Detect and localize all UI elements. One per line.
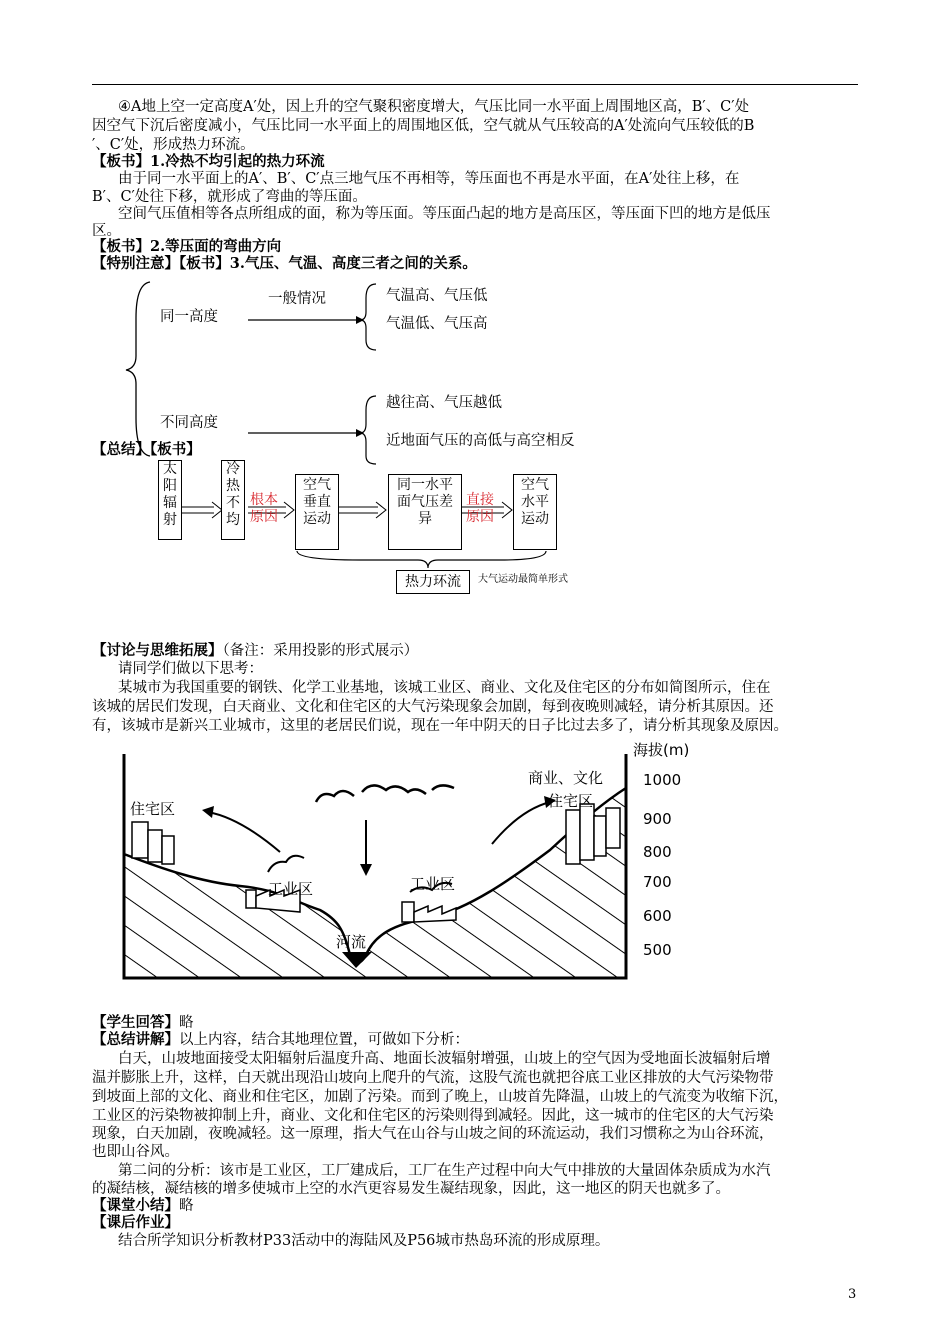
para-line: 该城的居民们发现，白天商业、文化和住宅区的大气污染现象会加剧，每到夜晚则减轻，请分析其原因。还: [92, 699, 774, 715]
discussion-heading: [92, 642, 418, 660]
clouds: [316, 785, 454, 802]
altitude-tick: 1000: [643, 771, 682, 789]
direct-cause-label: 直接 原因: [466, 492, 494, 525]
para-line: ④A地上空一定高度A′处，因上升的空气聚积密度增大，气压比同一水平面上周围地区高，B′、C′处: [118, 99, 750, 115]
altitude-tick: 800: [643, 843, 672, 861]
relation-item: 气温低、气压高: [386, 316, 488, 332]
root-cause-label: 根本 原因: [250, 492, 278, 525]
para-line: 有，该城市是新兴工业城市，这里的老居民们说，现在一年中阴天的日子比过去多了，请分析其现象及原因。: [92, 718, 788, 734]
student-answer: [92, 1014, 194, 1032]
para-line: 白天，山坡地面接受太阳辐射后温度升高、地面长波辐射增强，山坡上的空气因为受地面长波辐射后增: [118, 1051, 771, 1067]
flow-box-horizontal: 空气 水平 运动: [513, 474, 557, 550]
class-summary-head: 【课堂小结】: [92, 1197, 179, 1214]
left-up-arrow: [208, 812, 280, 852]
discussion-note: （备注：采用投影的形式展示）: [222, 643, 419, 659]
residential-left-label: 住宅区: [130, 800, 176, 818]
homework-head: 【课后作业】: [92, 1214, 179, 1231]
homework-text: 结合所学知识分析教材P33活动中的海陆风及P56城市热岛环流的形成原理。: [118, 1233, 610, 1249]
explain-head: 【总结讲解】: [92, 1031, 179, 1048]
board-heading-3: 【特别注意】【板书】3.气压、气温、高度三者之间的关系。: [92, 255, 477, 272]
para-line: 温并膨胀上升，这样，白天就出现沿山坡向上爬升的气流，这股气流也就把谷底工业区排放的大气污染物带: [92, 1070, 774, 1086]
general-case-label: 一般情况: [268, 291, 326, 307]
river-label: 河流: [336, 933, 367, 951]
flow-box-uneven: 冷 热 不 均: [221, 460, 245, 540]
flow-box-pressure: 同一水平 面气压差 异: [388, 474, 462, 550]
left-smoke: [268, 856, 304, 872]
explain: [92, 1031, 469, 1049]
para-line: 到坡面上部的文化、商业和住宅区，加剧了污染。而到了晚上，山坡首先降温，山坡上的气流变为收缩下沉，: [92, 1089, 788, 1105]
left-up-arrow-head: [202, 806, 214, 818]
down-arrow-head: [360, 864, 372, 876]
board-heading-1: 【板书】1.冷热不均引起的热力环流: [92, 153, 325, 170]
para-line: 由于同一水平面上的A′、B′、C′点三地气压不再相等，等压面也不再是水平面，在A′处往上移，在: [118, 171, 740, 187]
para-line: 区。: [92, 223, 121, 239]
commercial-label-2: 住宅区: [548, 792, 594, 810]
same-height-label: 同一高度: [160, 309, 218, 325]
para-line: 第二问的分析：该市是工业区，工厂建成后，工厂在生产过程中向大气中排放的大量固体杂质成为水汽: [118, 1163, 771, 1179]
left-buildings: [132, 822, 174, 864]
diff-height-label: 不同高度: [160, 415, 218, 431]
relation-item: 气温高、气压低: [386, 288, 488, 304]
para-line: 请同学们做以下思考：: [118, 661, 263, 677]
para-line: 因空气下沉后密度减小，气压比同一水平面上的周围地区低，空气就从气压较高的A′处流向气压较低的B: [92, 118, 755, 134]
altitude-tick: 500: [643, 941, 672, 959]
class-summary: [92, 1197, 194, 1215]
industrial-left-label: 工业区: [268, 880, 314, 898]
left-brace: [126, 282, 150, 456]
altitude-label: 海拔(m): [633, 741, 690, 759]
circulation-note: 大气运动最简单形式: [478, 574, 568, 585]
relation-item: 近地面气压的高低与高空相反: [386, 433, 575, 449]
para-line: 也即山谷风。: [92, 1144, 179, 1160]
right-up-arrow: [492, 802, 550, 844]
student-answer-text: 略: [179, 1015, 194, 1031]
relation-item: 越往高、气压越低: [386, 395, 502, 411]
student-answer-head: 【学生回答】: [92, 1014, 179, 1031]
para-line: ′、C′处，形成热力环流。: [92, 137, 255, 153]
para-line: 工业区的污染物被抑制上升，商业、文化和住宅区的污染则得到减轻。因此，这一城市的住宅区的大气污染: [92, 1108, 774, 1124]
altitude-tick: 700: [643, 873, 672, 891]
flow-box-solar: 太 阳 辐 射: [158, 460, 182, 540]
para-line: 的凝结核，凝结核的增多使城市上空的水汽更容易发生凝结现象，因此，这一地区的阴天也就多了。: [92, 1181, 730, 1197]
summary-heading: 【总结】【板书】: [92, 441, 201, 458]
right-brace-2: [360, 396, 376, 464]
explain-text: 以上内容，结合其地理位置，可做如下分析：: [179, 1032, 469, 1048]
class-summary-text: 略: [179, 1198, 194, 1214]
para-line: 空间气压值相等各点所组成的面，称为等压面。等压面凸起的地方是高压区，等压面下凹的地方是低压: [118, 206, 771, 222]
flow-box-vertical: 空气 垂直 运动: [295, 474, 339, 550]
commercial-label-1: 商业、文化: [528, 769, 604, 787]
altitude-tick: 600: [643, 907, 672, 925]
terrain: [124, 788, 626, 978]
industrial-right-label: 工业区: [410, 875, 456, 893]
header-rule: [92, 84, 858, 85]
para-line: 现象，白天加剧，夜晚减轻。这一原理，指大气在山谷与山坡之间的环流运动，我们习惯称之为山谷环流，: [92, 1126, 774, 1142]
right-brace-1: [360, 284, 376, 350]
discussion-title: 【讨论与思维拓展】: [92, 642, 223, 659]
para-line: B′、C′处往下移，就形成了弯曲的等压面。: [92, 189, 367, 205]
thermal-circulation-box: 热力环流: [396, 570, 470, 594]
para-line: 某城市为我国重要的钢铁、化学工业基地，该城工业区、商业、文化及住宅区的分布如简图所示，住在: [118, 680, 771, 696]
right-factory: [402, 902, 456, 922]
board-heading-2: 【板书】2.等压面的弯曲方向: [92, 238, 282, 255]
page-number: 3: [848, 1287, 857, 1302]
flow-brace: [297, 551, 546, 568]
altitude-tick: 900: [643, 810, 672, 828]
